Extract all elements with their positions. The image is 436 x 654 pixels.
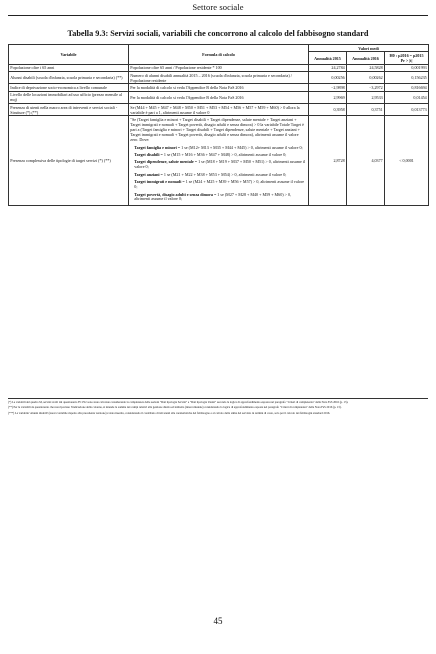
- target-items: [130, 145, 306, 202]
- table-row: [9, 91, 429, 103]
- table-note: (*) Le variabili del quadro M, servizi svolti dal questionario FC15U sono state calcolate considerando la completezza delle sezioni "Dati tipologia Servizi" e "Dati tipologia Utenti" secondo la logica di approfondimento esposta nel paragrafo "Criteri di completezza" della Nota FaS 2016 (p. 13).: [8, 400, 349, 404]
- cell-2016: 24,5828: [347, 64, 385, 71]
- target-item: [130, 152, 306, 157]
- table-body: [9, 64, 429, 205]
- table-row: [9, 64, 429, 71]
- header-row-1: [9, 45, 429, 52]
- target-item: [130, 159, 306, 169]
- target-item-name: Target dipendenze, salute mentale: [134, 159, 194, 165]
- cell-2015: 24,2784: [309, 64, 347, 71]
- header-2016: Annualità 2016: [347, 52, 385, 64]
- target-item-name: Target povertà, disagio adulti e senza dimora: [134, 191, 213, 197]
- target-item-name: Target immigrati e nomadi: [134, 179, 182, 185]
- table-row: [9, 72, 429, 84]
- cell-pr: < 0,0001: [385, 116, 429, 205]
- cell-variabile: Livello delle locazioni immobiliari ad uso ufficio (prezzo mensile al mq): [9, 91, 129, 103]
- target-item-rule: = 1 se (M24 + M25 + M39 + M56 + M57) > 0, altrimenti assume il valore 0;: [134, 179, 305, 190]
- cell-formula: Se (M44 + M45 + M47 + M48 + M50 + M51 + M53 + M54 + M56 + M57 + M59 + M60) > 0 allora la variabile è pari a 1, altrimenti assume il valore 0: [129, 104, 309, 116]
- target-item-rule: = 1 se (M18 + M19 + M37 + M50 + M51) > 0, altrimenti assume il valore 0;: [134, 159, 306, 170]
- cell-2015: 2,8728: [309, 116, 347, 205]
- cell-formula: Per la modalità di calcolo si veda l'Appendice B della Nota FaS 2016: [129, 84, 309, 91]
- page-number: 45: [213, 616, 223, 626]
- cell-formula: Popolazione oltre 65 anni / Popolazione residente * 100: [129, 64, 309, 71]
- cell-variabile: Alunni disabili (scuola d'infanzia, scuola primaria e secondaria) (**): [9, 72, 129, 84]
- cell-pr: 0,816694: [385, 84, 429, 91]
- header-variabile: Variabile: [9, 45, 129, 65]
- cell-2016: 0,3751: [347, 104, 385, 116]
- cell-formula: Per la modalità di calcolo si veda l'Appendice B della Nota FaS 2016: [129, 91, 309, 103]
- target-item-name: Target disabili: [134, 152, 160, 158]
- header-formula: Formula di calcolo: [129, 45, 309, 65]
- cell-pr: 0,01454: [385, 91, 429, 103]
- cell-variabile: Popolazione oltre i 65 anni: [9, 64, 129, 71]
- header-test-pr: Pr > |t|: [400, 58, 413, 64]
- cell-variabile: Presenza di utenti nella macro area di interventi e servizi sociali - Strutture (*) (**): [9, 104, 129, 116]
- cell-pr: 0,156235: [385, 72, 429, 84]
- cell-2016: 0,00262: [347, 72, 385, 84]
- target-item-rule: = 1 se (M21 + M22 + M38 + M53 + M54) > 0, altrimenti assume il valore 0;: [159, 171, 287, 177]
- table-note: (**) Per le variabili da questionario che non riportano l'indicazione della colonna, si intende la somma dei campi relativi alla gestione diretta ed indiretta (intercomunale) considerando la logica di approfondimento esposta nel paragrafo "Criteri di completezza" della Nota FaS 2016 (p. 13).: [8, 405, 342, 410]
- cell-pr: 0,013773: [385, 104, 429, 116]
- table-row: [9, 84, 429, 91]
- table-note: (***) La variabile 'Alunni disabili' (nuova variabile rispetto alla precedente versione) è stata inserita, considerando il contributo di tali utenti alle caratteristiche del fabbisogno e al calcolo della stima del servizio in termini di costo, solo per il calcolo dei fabbisogni standard 2016.: [8, 410, 331, 415]
- header-rule: [8, 15, 428, 16]
- cell-formula: Numero di alunni disabili annualità 2015 – 2016 (scuola d'infanzia, scuola primaria e secondaria) / Popolazione residente: [129, 72, 309, 84]
- target-item-rule: = 1 se (M27 + M28 + M40 + M59 + M60) > 0, altrimenti assume il valore 0;: [134, 191, 292, 202]
- target-item: [130, 179, 306, 189]
- target-item-name: Target famiglia e minori: [134, 144, 177, 150]
- table-row: [9, 104, 429, 116]
- target-item: [130, 145, 306, 150]
- cell-formula: [129, 116, 309, 205]
- target-item: [130, 192, 306, 202]
- table-notes: [8, 398, 428, 417]
- cell-2015: 0,00256: [309, 72, 347, 84]
- cell-2016: −3,2972: [347, 84, 385, 91]
- cell-2015: 2,9969: [309, 91, 347, 103]
- target-item-name: Target anziani: [134, 171, 160, 177]
- cell-2015: 0,3958: [309, 104, 347, 116]
- cell-2016: 4,0377: [347, 116, 385, 205]
- cell-2015: −2,9898: [309, 84, 347, 91]
- cell-pr: 0,001993: [385, 64, 429, 71]
- cell-2016: 2,9533: [347, 91, 385, 103]
- variables-table: [8, 44, 429, 206]
- formula-intro: "Se (Target famiglia e minori + Target disabili + Target dipendenze, salute mentale + Target anziani + Target immigrati e nomadi + Target povertà, disagio adulti e senza dimora) > 0 la variabile Totale Target è pari a (Target famiglia e minori + Target disabili + Target dipendenze, salute mentale + Target anziani + Target immigrati e nomadi + Target povertà, disagio adulti e senza dimora), altrimenti assume il valore zero. Dove:: [130, 117, 304, 143]
- header-test-hypothesis: H0 : μ2016 = μ2015: [389, 53, 424, 59]
- cell-variabile: Indice di deprivazione socio-economica a livello comunale: [9, 84, 129, 91]
- target-item-rule: = 1 se (M15 + M16 + M36 + M47 + M48) > 0, altrimenti assume il valore 0;: [159, 152, 287, 158]
- cell-variabile: Presenza complessiva delle tipologie di target servizi (*) (**): [9, 116, 129, 205]
- target-item-rule: = 1 se (M12+ M13 + M35 + M44 + M45) > 0, altrimenti assume il valore 0;: [176, 144, 303, 150]
- target-item: [130, 172, 306, 177]
- table-row-last: [9, 116, 429, 205]
- table-caption: Tabella 9.3: Servizi sociali, variabili che concorrono al calcolo del fabbisogno standard: [67, 29, 369, 38]
- header-valori-medi: Valori medi: [309, 45, 429, 52]
- running-head: Settore sociale: [192, 2, 244, 12]
- header-2015: Annualità 2015: [309, 52, 347, 64]
- header-test: [385, 52, 429, 64]
